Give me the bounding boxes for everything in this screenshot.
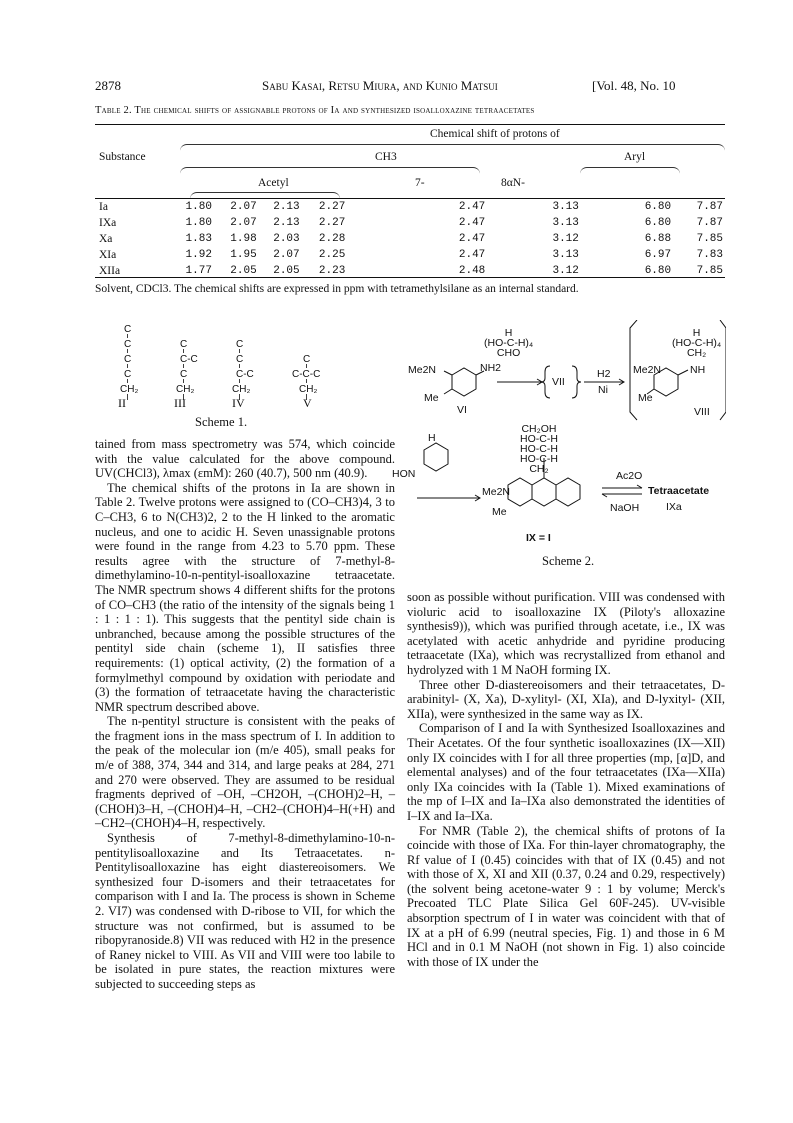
side-chain-VIII: H (HO-C-H)₄ CH₂ xyxy=(672,327,722,359)
structure-III xyxy=(176,339,198,400)
spacer-cell xyxy=(356,231,434,247)
spacer-cell xyxy=(356,263,434,279)
shift-cell: 2.13 xyxy=(273,217,300,229)
shift-cell: 1.77 xyxy=(185,265,212,277)
svg-text:C: C xyxy=(303,354,311,365)
shift-cell: 7.83 xyxy=(696,249,723,261)
svg-text:C: C xyxy=(180,369,188,380)
scheme2-caption: Scheme 2. xyxy=(542,554,595,568)
svg-text:CH₂: CH₂ xyxy=(232,384,251,395)
label-VII: VII xyxy=(552,376,565,388)
shift-cell: 2.48 xyxy=(458,265,486,277)
me2n-VIII: Me2N xyxy=(633,364,662,376)
me-VIII: Me xyxy=(638,392,653,404)
heading-8: 8αN- xyxy=(501,177,525,189)
svg-text:C-C: C-C xyxy=(180,354,198,365)
shift-cell: 2.05 xyxy=(230,265,257,277)
shift-cell: 2.27 xyxy=(318,217,346,229)
shift-cell: 2.05 xyxy=(273,265,300,277)
me-VI: Me xyxy=(424,392,439,404)
scheme1-caption: Scheme 1. xyxy=(195,415,248,429)
table-footnote: Solvent, CDCl3. The chemical shifts are expressed in ppm with tetramethylsilane as an internal standard. xyxy=(95,283,579,295)
benzene-ring-VI xyxy=(452,368,476,396)
shift-cell: 3.13 xyxy=(552,249,579,261)
shift-cell: 1.83 xyxy=(185,233,212,245)
svg-text:C: C xyxy=(236,339,244,350)
nh2-VI: NH2 xyxy=(480,362,502,374)
svg-text:CH₂: CH₂ xyxy=(299,384,318,395)
running-authors: Sabu Kasai, Retsu Miura, and Kunio Matsui xyxy=(262,78,498,93)
shift-cell: 1.80 xyxy=(185,217,212,229)
shift-cell: 3.13 xyxy=(552,201,579,213)
shift-cell: 3.12 xyxy=(552,233,579,245)
shift-cell: 2.27 xyxy=(318,201,346,213)
shift-cell: 3.13 xyxy=(552,217,579,229)
svg-text:C-C: C-C xyxy=(236,369,254,380)
svg-text:C: C xyxy=(124,324,132,335)
brace-ch3 xyxy=(180,167,480,174)
sugar-formula: H (HO-C-H)₄ CHO xyxy=(484,327,534,359)
shift-cell: 2.47 xyxy=(458,233,486,245)
nh-VIII: NH xyxy=(690,364,706,376)
me-IX: Me xyxy=(492,506,507,518)
scheme2 xyxy=(392,320,726,570)
shift-cell: 6.88 xyxy=(644,233,672,245)
right-column xyxy=(407,590,725,969)
brace-main xyxy=(180,144,725,151)
shift-cell: 7.87 xyxy=(696,217,723,229)
paragraph: tained from mass spectrometry was 574, which coincide with the value calculated for the above compound. UV(CHCl3), λmax (εmM): 260 (40.7), 500 nm (40.9). xyxy=(95,437,395,481)
shift-cell: 7.85 xyxy=(696,265,723,277)
reagent-naoh: NaOH xyxy=(610,502,640,514)
ribityl-chain: CH₂OH HO-C-H HO-C-H HO-C-H CH₂ xyxy=(520,423,558,475)
structure-II xyxy=(120,324,138,400)
svg-text:CH₂: CH₂ xyxy=(120,384,139,395)
heading-7: 7- xyxy=(415,177,425,189)
shift-cell: 2.07 xyxy=(230,201,257,213)
shift-cell: 1.98 xyxy=(230,233,257,245)
structure-V xyxy=(292,354,320,400)
spacer-cell xyxy=(356,199,434,215)
paragraph: The n-pentityl structure is consistent with the peaks of the fragment ions in the mass spectrum of I. In addition to the peak of the molecular ion (m/e 405), small peaks for m/e of 388, 374, 344 and 314, and large peaks at 284, 271 and 270 were observed. They are assumed to be residual fragments deprived of –OH, –CH2OH, –(CHOH)2–H, –(CHOH)3–H, –(CHOH)4–H, –CH2–(CHOH)4–H(+H) and –CH2–(CHOH)4–H, respectively. xyxy=(95,714,395,831)
svg-text:C: C xyxy=(180,339,188,350)
shift-cell: 2.03 xyxy=(273,233,300,245)
paragraph: Synthesis of 7-methyl-8-dimethylamino-10-n-pentitylisoalloxazine and Its Tetraacetates. n-Pentitylisoalloxazine has eight diastereoisomers. We synthesized four D-isomers and their tetraacetates for comparison with I and Ia. The process is shown in Scheme 2. VI7) was condensed with D-ribose to VII, for which the structure was not confirmed, but is assumed to be ribopyranoside.8) VII was reduced with H2 in the presence of Raney nickel to VIII. As VII and VIII were too labile to be isolated in pure states, the reaction mixtures were subjected to succeeding steps as xyxy=(95,831,395,991)
label-VI: VI xyxy=(457,404,467,416)
label-IXa: IXa xyxy=(666,501,682,513)
heading-chemical-shift: Chemical shift of protons of xyxy=(430,128,560,140)
structure-IV xyxy=(232,339,254,400)
shift-cell: 1.95 xyxy=(230,249,257,261)
substance-cell: XIIa xyxy=(99,265,121,277)
ring-a xyxy=(508,478,532,506)
brace-aryl xyxy=(580,167,680,174)
shift-cell: 6.80 xyxy=(644,265,672,277)
substance-cell: XIa xyxy=(99,249,117,261)
spacer-cell xyxy=(356,215,434,231)
label-V: V xyxy=(303,396,312,410)
nmr-table xyxy=(95,199,725,279)
shift-cell: 2.07 xyxy=(230,217,257,229)
table-row xyxy=(95,231,725,247)
svg-text:C: C xyxy=(124,339,132,350)
shift-cell: 7.85 xyxy=(696,233,723,245)
brace-right-VII xyxy=(572,366,581,398)
shift-cell: 2.13 xyxy=(273,201,300,213)
svg-text:C: C xyxy=(124,369,132,380)
shift-cell: 2.07 xyxy=(273,249,300,261)
shift-cell: 2.25 xyxy=(318,249,346,261)
reagent-h2: H2 xyxy=(597,368,611,380)
table-row xyxy=(95,215,725,231)
shift-cell: 3.12 xyxy=(552,265,579,277)
substance-cell: Xa xyxy=(99,233,113,245)
running-volume: [Vol. 48, No. 10 xyxy=(592,78,676,93)
me2n-IX: Me2N xyxy=(482,486,511,498)
table-row xyxy=(95,199,725,215)
label-III: III xyxy=(174,396,186,410)
paragraph: The chemical shifts of the protons in Ia are shown in Table 2. Twelve protons were assigned to (CO–CH3)4, 3 to C–CH3, 6 to N(CH3)2, 2 to the H linked to the aromatic nucleus, and one to acidic H. Seven unassignable protons were found in the range from 4.23 to 5.70 ppm. These results agree with the structure of 7-methyl-8-dimethylamino-10-n-pentityl-isoalloxazine tetraacetate. The NMR spectrum shows 4 different shifts for the protons of CO–CH3 (the ratio of the intensity of the signals being 1 : 1 : 1 : 1). This suggests that the pentityl side chain is unbranched, because among the possible structures of the pentityl side chain (scheme 1), II satisfies three requirements: (1) optical activity, (2) the formation of a formylmethyl compound by oxidation with periodate and (3) the formation of tetraacetate having the characteristic NMR spectrum described above. xyxy=(95,480,395,714)
substance-cell: IXa xyxy=(99,217,117,229)
paragraph: For NMR (Table 2), the chemical shifts of protons of Ia coincide with those of IXa. For thin-layer chromatography, the Rf value of I (0.45) coincides with that of IX (0.45) and not with those of X, XI and XII (0.37, 0.24 and 0.29, respectively) (the solvent being acetone-water 9 : 1 by volume; Merck's Precoated TLC Plate Silica Gel 60F-245). UV-visible absorption spectrum of I in water was coincident with that of IX at a pH of 6.99 (neutral species, Fig. 1) and those in 6 M HCl and in 0.1 M NaOH (not shown in Fig. 1) also coincide with those of IX under the xyxy=(407,823,725,969)
substance-cell: Ia xyxy=(99,201,108,213)
spacer-cell xyxy=(356,247,434,263)
table-caption: Table 2. The chemical shifts of assignable protons of Ia and synthesized isoalloxazine tetraacetates xyxy=(95,105,535,116)
shift-cell: 2.47 xyxy=(458,249,486,261)
heading-acetyl: Acetyl xyxy=(258,177,289,189)
shift-cell: 6.80 xyxy=(644,201,672,213)
heading-ch3: CH3 xyxy=(375,151,397,163)
shift-cell: 6.80 xyxy=(644,217,672,229)
reagent-ni: Ni xyxy=(598,384,608,396)
shift-cell: 2.23 xyxy=(318,265,346,277)
paragraph: soon as possible without purification. VIII was condensed with violuric acid to isoalloxazine IX (Piloty's alloxazine synthesis9)), which was purified through acetate, i.e., IX was acetylated with acetic anhydride and pyridine producing tetraacetate (IXa), which was recrystallized from ethanol and hydrolyzed with 1 M NaOH forming IX. xyxy=(407,590,725,677)
hon-label: HON xyxy=(392,468,416,480)
product-tetraacetate: Tetraacetate xyxy=(648,485,710,497)
shift-cell: 2.47 xyxy=(458,201,486,213)
shift-cell: 1.80 xyxy=(185,201,212,213)
brace-left-VII xyxy=(541,366,550,398)
left-column xyxy=(95,437,395,992)
reagent-ac2o: Ac2O xyxy=(616,470,643,482)
shift-cell: 1.92 xyxy=(185,249,212,261)
table-top-rule xyxy=(95,124,725,125)
table-row xyxy=(95,263,725,279)
me2n-VI: Me2N xyxy=(408,364,437,376)
violuric-top: H xyxy=(428,432,436,444)
paragraph: Three other D-diastereoisomers and their tetraacetates, D-arabinityl- (X, Xa), D-xylityl- (XI, XIa), and D-lyxityl- (XII, XIIa), were synthesized in the same way as IX. xyxy=(407,677,725,721)
shift-cell: 6.97 xyxy=(644,249,672,261)
table-row xyxy=(95,247,725,263)
label-IV: IV xyxy=(232,396,245,410)
ring-b xyxy=(532,478,556,506)
shift-cell: 7.87 xyxy=(696,201,723,213)
shift-cell: 2.28 xyxy=(318,233,346,245)
brace-acetyl xyxy=(190,192,340,199)
page-number: 2878 xyxy=(95,78,121,93)
svg-text:CH₂: CH₂ xyxy=(176,384,195,395)
svg-text:C-C-C: C-C-C xyxy=(292,369,321,380)
paragraph: Comparison of I and Ia with Synthesized Isoalloxazines and Their Acetates. Of the four synthetic isoalloxazines (IX—XII) only IX coincides with I for all three properties (mp, [α]D, and elemental analyses) and of the four tetraacetates (IXa—XIIa) only IXa coincides with Ia (Table 1). Mixed examinations of the mp of I–IX and Ia–IXa also demonstrated the identities of I–IX and Ia–IXa. xyxy=(407,721,725,823)
ring-c xyxy=(556,478,580,506)
shift-cell: 2.47 xyxy=(458,217,486,229)
ix-equals-i: IX = I xyxy=(526,532,551,544)
violuric-ring xyxy=(424,443,448,471)
label-II: II xyxy=(118,396,126,410)
heading-aryl: Aryl xyxy=(624,151,646,163)
heading-substance: Substance xyxy=(99,151,146,163)
svg-text:C: C xyxy=(236,354,244,365)
label-VIII: VIII xyxy=(694,406,710,418)
svg-text:C: C xyxy=(124,354,132,365)
